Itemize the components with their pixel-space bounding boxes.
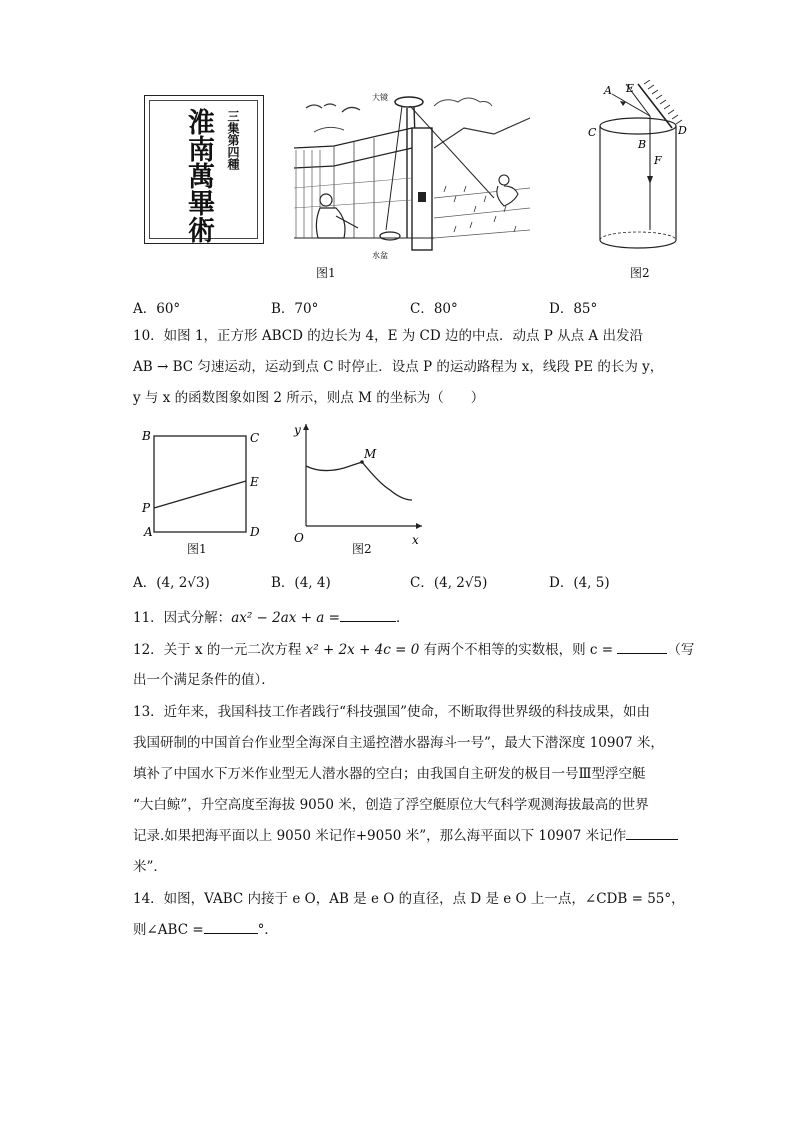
option-letter: B． (271, 575, 295, 591)
q11-answer-blank[interactable] (340, 609, 396, 622)
option-letter: C． (410, 575, 434, 591)
q10-option-b[interactable] (271, 571, 331, 591)
square-label-p: P (142, 501, 151, 515)
q10-line-2: AB → BC 匀速运动，运动到点 C 时停止．设点 P 的运动路程为 x，线段 PE 的长为 y， (133, 359, 664, 375)
q14-text-a: 则∠ABC = (133, 922, 204, 938)
book-main-title: 淮南萬畢術 (183, 108, 214, 243)
square-label-c: C (250, 431, 260, 445)
q10-function-graph (282, 420, 432, 550)
q12-equation: x² + 2x + 4c = 0 (305, 642, 420, 658)
graph-label-m: M (364, 447, 377, 461)
q12-answer-blank[interactable] (617, 641, 667, 654)
square-label-a: A (144, 525, 153, 539)
q14-line-2 (133, 920, 278, 940)
option-letter: A． (133, 575, 157, 591)
q13-text: 记录.如果把海平面以上 9050 米记作+9050 米”，那么海平面以下 10907 米记作 (133, 828, 627, 844)
cylinder-reflection-diagram (586, 80, 696, 260)
q10-option-a[interactable] (133, 571, 210, 591)
square-label-d: D (250, 525, 260, 539)
square-label-e: E (250, 475, 259, 489)
q11-expression: ax² − 2ax + a = (231, 610, 340, 626)
fig2-label-f: F (654, 154, 662, 167)
fig2-label-d: D (678, 124, 687, 137)
q12-line-1 (133, 640, 694, 660)
q9-option-a[interactable] (133, 297, 180, 317)
q11-prefix: 11．因式分解： (133, 610, 232, 626)
graph-label-o: O (294, 531, 304, 545)
option-letter: C． (410, 301, 434, 317)
fig1-top-caption: 图1 (316, 266, 336, 280)
q10-square-figure (140, 426, 270, 556)
square-label-b: B (142, 429, 151, 443)
q10-fig2-caption: 图2 (352, 542, 372, 556)
option-text: (4, 4) (294, 575, 331, 591)
book-cover-figure (144, 95, 264, 244)
option-text: (4, 2√5) (433, 575, 488, 591)
graph-label-x: x (412, 533, 419, 547)
option-text: (4, 2√3) (156, 575, 210, 591)
q14-line-1: 14．如图，VABC 内接于 e O，AB 是 e O 的直径，点 D 是 e O 上一点，∠CDB = 55°， (133, 891, 685, 907)
q13-line-5 (133, 826, 678, 846)
q10-line-3: y 与 x 的函数图象如图 2 所示，则点 M 的坐标为（ ） (133, 390, 485, 406)
big-mirror-label: 大镜 (372, 93, 388, 102)
fig2-top-caption: 图2 (630, 266, 650, 280)
q13-line-1: 13．近年来，我国科技工作者践行“科技强国”使命，不断取得世界级的科技成果，如由 (133, 704, 650, 720)
q10-option-d[interactable] (549, 571, 610, 591)
q13-line-4: “大白鲸”，升空高度至海拔 9050 米，创造了浮空艇原位大气科学观测海拔最高的世界 (133, 797, 649, 813)
q14-text-b: °． (257, 922, 278, 938)
q13-line-6: 米”． (133, 859, 167, 875)
graph-label-y: y (294, 423, 301, 437)
q10-option-c[interactable] (410, 571, 487, 591)
option-text: 85° (573, 301, 598, 317)
q13-line-2: 我国研制的中国首台作业型全海深自主遥控潜水器海斗一号”，最大下潜深度 10907 米， (133, 735, 664, 751)
q12-text-c: （写 (667, 642, 695, 658)
q9-option-d[interactable] (549, 297, 597, 317)
q13-line-3: 填补了中国水下万米作业型无人潜水器的空白；由我国自主研发的极目一号Ⅲ型浮空艇 (133, 766, 646, 782)
option-text: 70° (294, 301, 319, 317)
option-text: (4, 5) (573, 575, 610, 591)
q11-end: ． (395, 610, 410, 626)
q9-option-b[interactable] (271, 297, 318, 317)
q11-line (133, 608, 409, 628)
q12-text-a: 12．关于 x 的一元二次方程 (133, 642, 302, 658)
fig2-label-b: B (638, 138, 647, 151)
q14-answer-blank[interactable] (204, 921, 258, 934)
option-letter: B． (271, 301, 295, 317)
option-letter: A． (133, 301, 157, 317)
q10-line-1: 10．如图 1，正方形 ABCD 的边长为 4，E 为 CD 边的中点．动点 P 从点 A 出发沿 (133, 328, 643, 344)
fig2-label-a: A (604, 84, 612, 97)
fig2-label-c: C (588, 126, 597, 139)
option-text: 80° (433, 301, 458, 317)
option-letter: D． (549, 575, 574, 591)
option-text: 60° (156, 301, 181, 317)
option-letter: D． (549, 301, 574, 317)
q12-line-2: 出一个满足条件的值）． (133, 672, 275, 688)
q10-fig1-caption: 图1 (187, 542, 207, 556)
q9-option-c[interactable] (410, 297, 458, 317)
fig2-label-e: E (626, 82, 635, 95)
water-basin-label: 水盆 (372, 251, 388, 260)
ancient-mirror-illustration (294, 88, 530, 262)
q12-text-b: 有两个不相等的实数根，则 c = (423, 642, 614, 658)
q13-answer-blank[interactable] (626, 827, 678, 840)
book-side-title: 三集第四種 (226, 110, 240, 170)
